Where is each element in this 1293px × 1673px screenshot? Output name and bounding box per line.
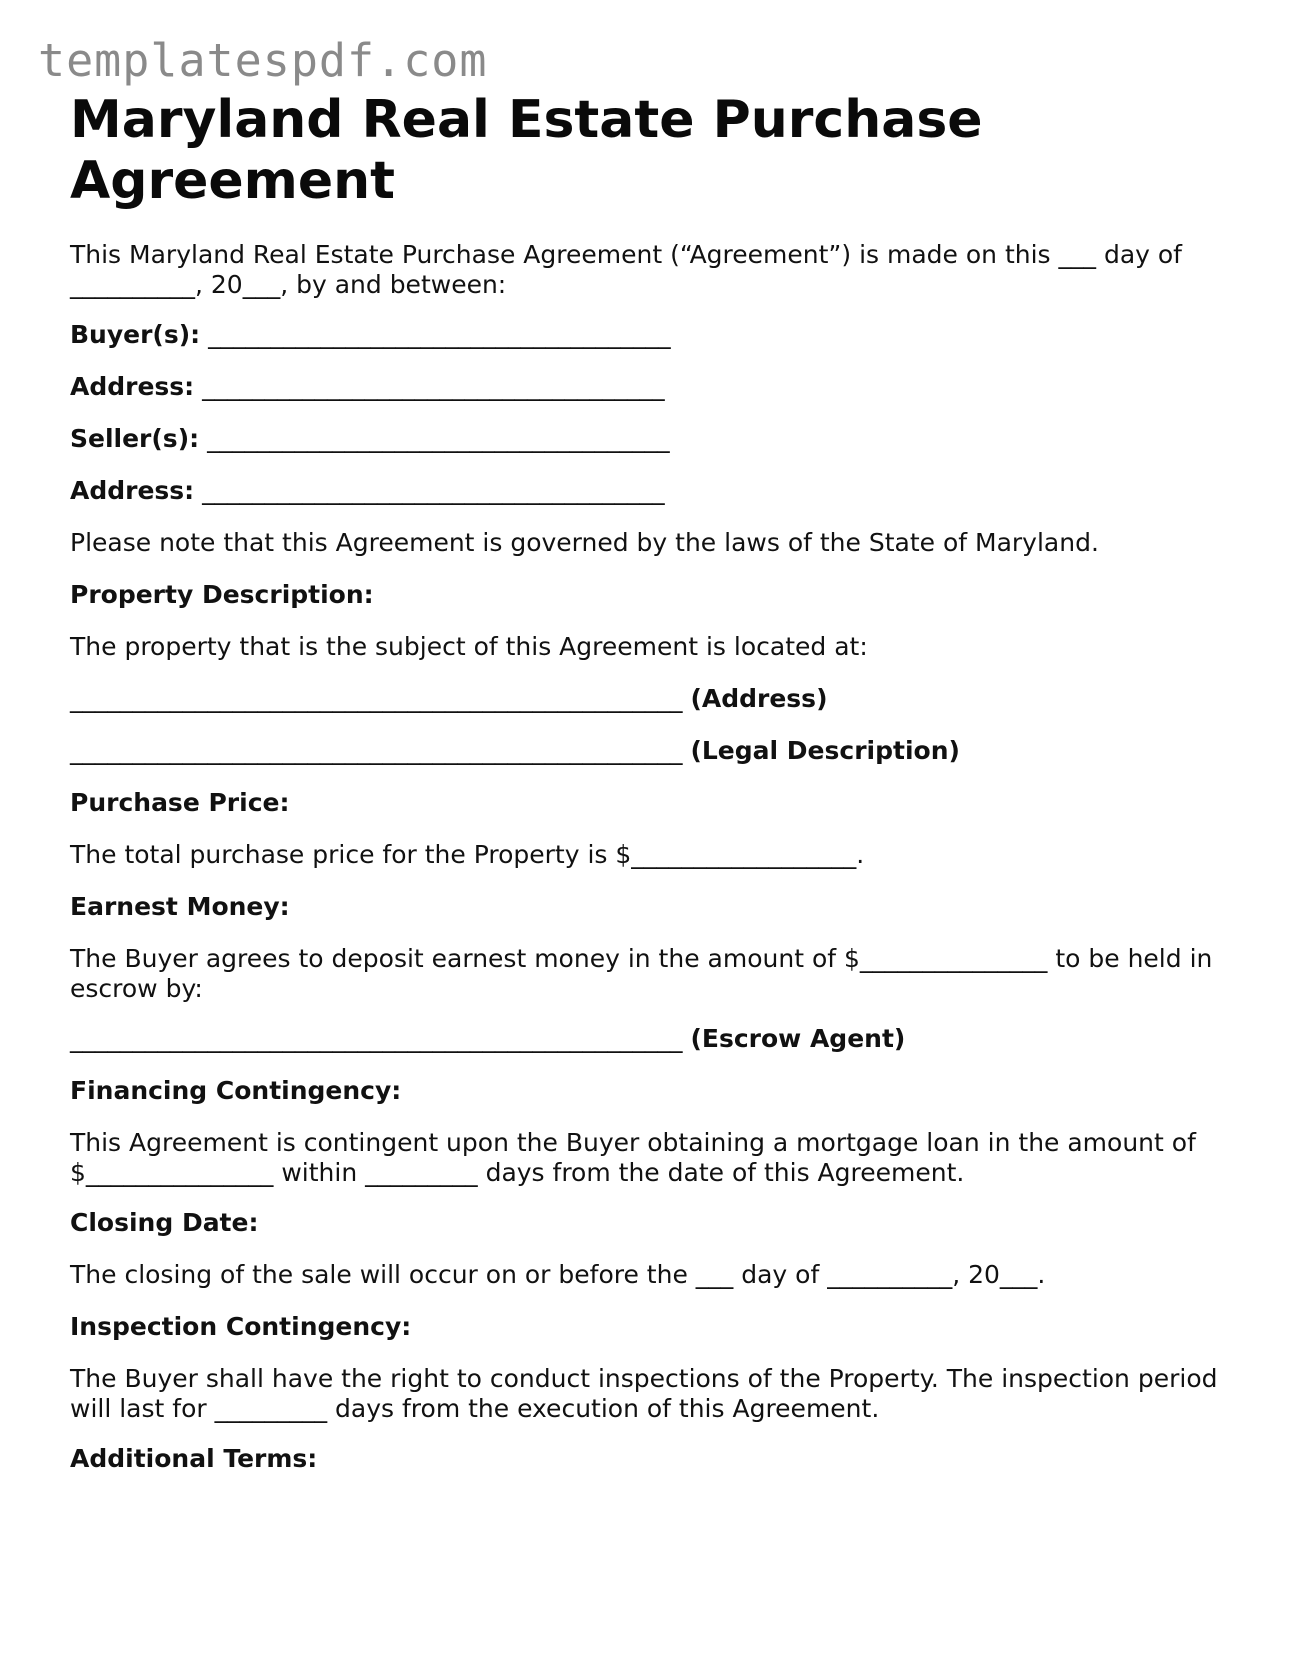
buyer-line bbox=[70, 320, 671, 350]
closing-heading: Closing Date: bbox=[70, 1208, 259, 1237]
property-legal-label: (Legal Description) bbox=[690, 736, 960, 765]
governing-note: Please note that this Agreement is governed by the laws of the State of Maryland. bbox=[70, 528, 1099, 557]
financing-heading: Financing Contingency: bbox=[70, 1076, 402, 1105]
property-legal-field[interactable]: _________________________________________________ bbox=[70, 736, 683, 765]
intro-paragraph: This Maryland Real Estate Purchase Agreement (“Agreement”) is made on this ___ day of __________, 20___, by and between: bbox=[70, 240, 1182, 299]
seller-label: Seller(s): bbox=[70, 424, 200, 453]
property-address-field[interactable]: _________________________________________________ bbox=[70, 684, 683, 713]
seller-address-label: Address: bbox=[70, 476, 195, 505]
seller-address-field[interactable]: _____________________________________ bbox=[202, 476, 665, 505]
buyer-address-field[interactable]: _____________________________________ bbox=[202, 372, 665, 401]
property-address-label: (Address) bbox=[690, 684, 828, 713]
buyer-field[interactable]: _____________________________________ bbox=[208, 320, 671, 349]
seller-line bbox=[70, 424, 670, 454]
property-heading: Property Description: bbox=[70, 580, 374, 609]
seller-field[interactable]: _____________________________________ bbox=[207, 424, 670, 453]
page-title: Maryland Real Estate Purchase Agreement bbox=[70, 90, 983, 211]
escrow-agent-line bbox=[70, 1024, 905, 1054]
additional-terms-heading: Additional Terms: bbox=[70, 1444, 318, 1473]
closing-text: The closing of the sale will occur on or before the ___ day of __________, 20___. bbox=[70, 1260, 1046, 1289]
earnest-money-heading: Earnest Money: bbox=[70, 892, 290, 921]
inspection-heading: Inspection Contingency: bbox=[70, 1312, 412, 1341]
buyer-address-label: Address: bbox=[70, 372, 195, 401]
financing-text: This Agreement is contingent upon the Buyer obtaining a mortgage loan in the amount of $_______________ within _________ days from the date of this Agreement. bbox=[70, 1128, 1196, 1187]
inspection-text: The Buyer shall have the right to conduct inspections of the Property. The inspection period will last for _________ days from the execution of this Agreement. bbox=[70, 1364, 1218, 1423]
property-legal-line bbox=[70, 736, 960, 766]
buyer-label: Buyer(s): bbox=[70, 320, 201, 349]
buyer-address-line bbox=[70, 372, 665, 402]
escrow-agent-label: (Escrow Agent) bbox=[690, 1024, 906, 1053]
seller-address-line bbox=[70, 476, 665, 506]
purchase-price-text: The total purchase price for the Property is $__________________. bbox=[70, 840, 865, 869]
property-text: The property that is the subject of this Agreement is located at: bbox=[70, 632, 868, 661]
escrow-agent-field[interactable]: _________________________________________________ bbox=[70, 1024, 683, 1053]
purchase-price-heading: Purchase Price: bbox=[70, 788, 290, 817]
earnest-money-text: The Buyer agrees to deposit earnest money in the amount of $_______________ to be held in escrow by: bbox=[70, 944, 1213, 1003]
watermark: templatespdf.com bbox=[38, 34, 488, 87]
document-page bbox=[70, 90, 1230, 1473]
property-address-line bbox=[70, 684, 828, 714]
